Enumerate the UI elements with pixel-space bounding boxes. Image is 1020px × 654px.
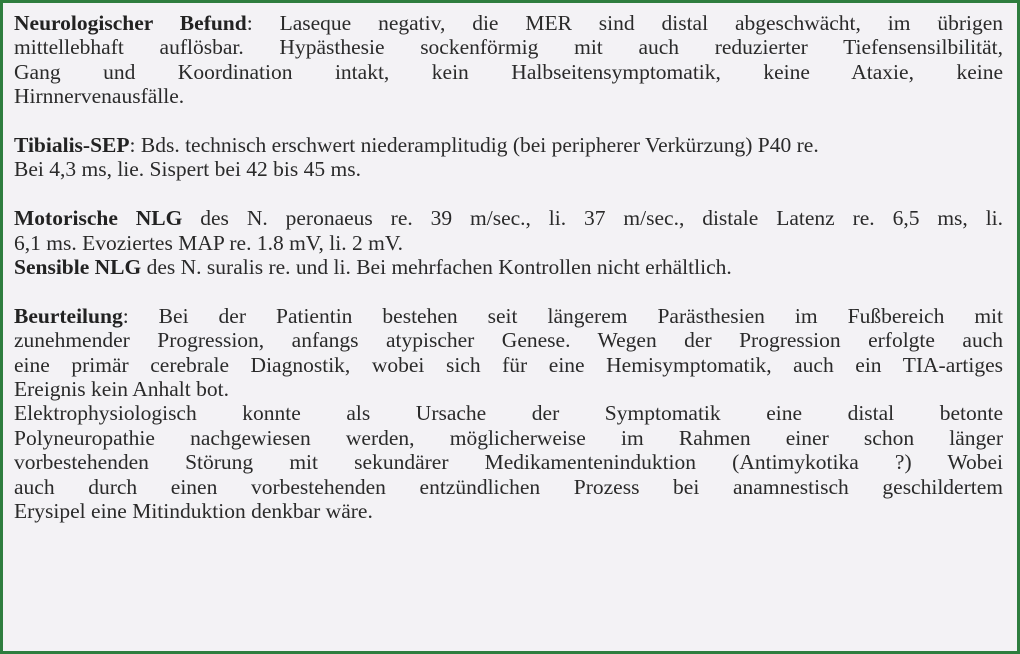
line-text: Bds. technisch erschwert niederamplitudig (bei peripherer Verkürzung) P40 re.: [135, 133, 819, 158]
text-line: Bei 4,3 ms, lie. Sispert bei 42 bis 45 ms.: [14, 157, 361, 182]
section-sensible-nlg: [14, 255, 1003, 279]
text-line: [14, 255, 1003, 279]
text-line: Elektrophysiologisch konnte als Ursache der Symptomatik eine distal betonte: [14, 401, 1003, 426]
section-label: Tibialis-SEP: [14, 133, 130, 158]
section-beurteilung: [14, 304, 1003, 402]
line-text: des N. peronaeus re. 39 m/sec., li. 37 m/sec., distale Latenz re. 6,5 ms, li.: [182, 206, 1004, 231]
section-label: Neurologischer Befund: [14, 11, 247, 35]
text-line: Ereignis kein Anhalt bot.: [14, 377, 229, 402]
section-beurteilung-continuation: [14, 401, 1003, 523]
document-page: [3, 3, 1017, 651]
text-line: vorbestehenden Störung mit sekundärer Medikamenteninduktion (Antimykotika ?) Wobei: [14, 450, 1003, 475]
text-line: Erysipel eine Mitinduktion denkbar wäre.: [14, 499, 373, 524]
text-line: Hirnnervenausfälle.: [14, 84, 185, 109]
text-line: auch durch einen vorbestehenden entzündlichen Prozess bei anamnestisch geschildertem: [14, 474, 1003, 499]
section-label: Sensible NLG: [14, 255, 142, 280]
section-label: Beurteilung: [14, 303, 123, 328]
text-line: eine primär cerebrale Diagnostik, wobei sich für eine Hemisymptomatik, auch ein TIA-artiges: [14, 352, 1003, 377]
section-label: Motorische NLG: [14, 206, 183, 231]
label-separator: :: [122, 303, 129, 328]
section-tibialis-sep: [14, 133, 1003, 182]
text-line: 6,1 ms. Evoziertes MAP re. 1.8 mV, li. 2 mV.: [14, 230, 403, 255]
text-line: zunehmender Progression, anfangs atypischer Genese. Wegen der Progression erfolgte auch: [14, 328, 1003, 353]
text-line: mittellebhaft auflösbar. Hypästhesie sockenförmig mit auch reduzierter Tiefensensilbilität,: [14, 35, 1003, 60]
section-motorische-nlg: [14, 206, 1003, 255]
label-separator: :: [129, 133, 136, 158]
section-neurologischer-befund: [14, 11, 1003, 109]
label-separator: :: [246, 11, 253, 35]
line-text: Bei der Patientin bestehen seit längerem Parästhesien im Fußbereich mit: [128, 303, 1003, 328]
text-line: Gang und Koordination intakt, kein Halbseitensymptomatik, keine Ataxie, keine: [14, 59, 1003, 84]
text-line: Polyneuropathie nachgewiesen werden, möglicherweise im Rahmen einer schon länger: [14, 425, 1003, 450]
line-text: des N. suralis re. und li. Bei mehrfachen Kontrollen nicht erhältlich.: [141, 255, 732, 280]
line-text: Laseque negativ, die MER sind distal abgeschwächt, im übrigen: [252, 11, 1004, 35]
text-line: [14, 206, 1003, 230]
text-line: [14, 11, 1003, 35]
text-line: [14, 133, 1003, 157]
text-line: [14, 304, 1003, 328]
